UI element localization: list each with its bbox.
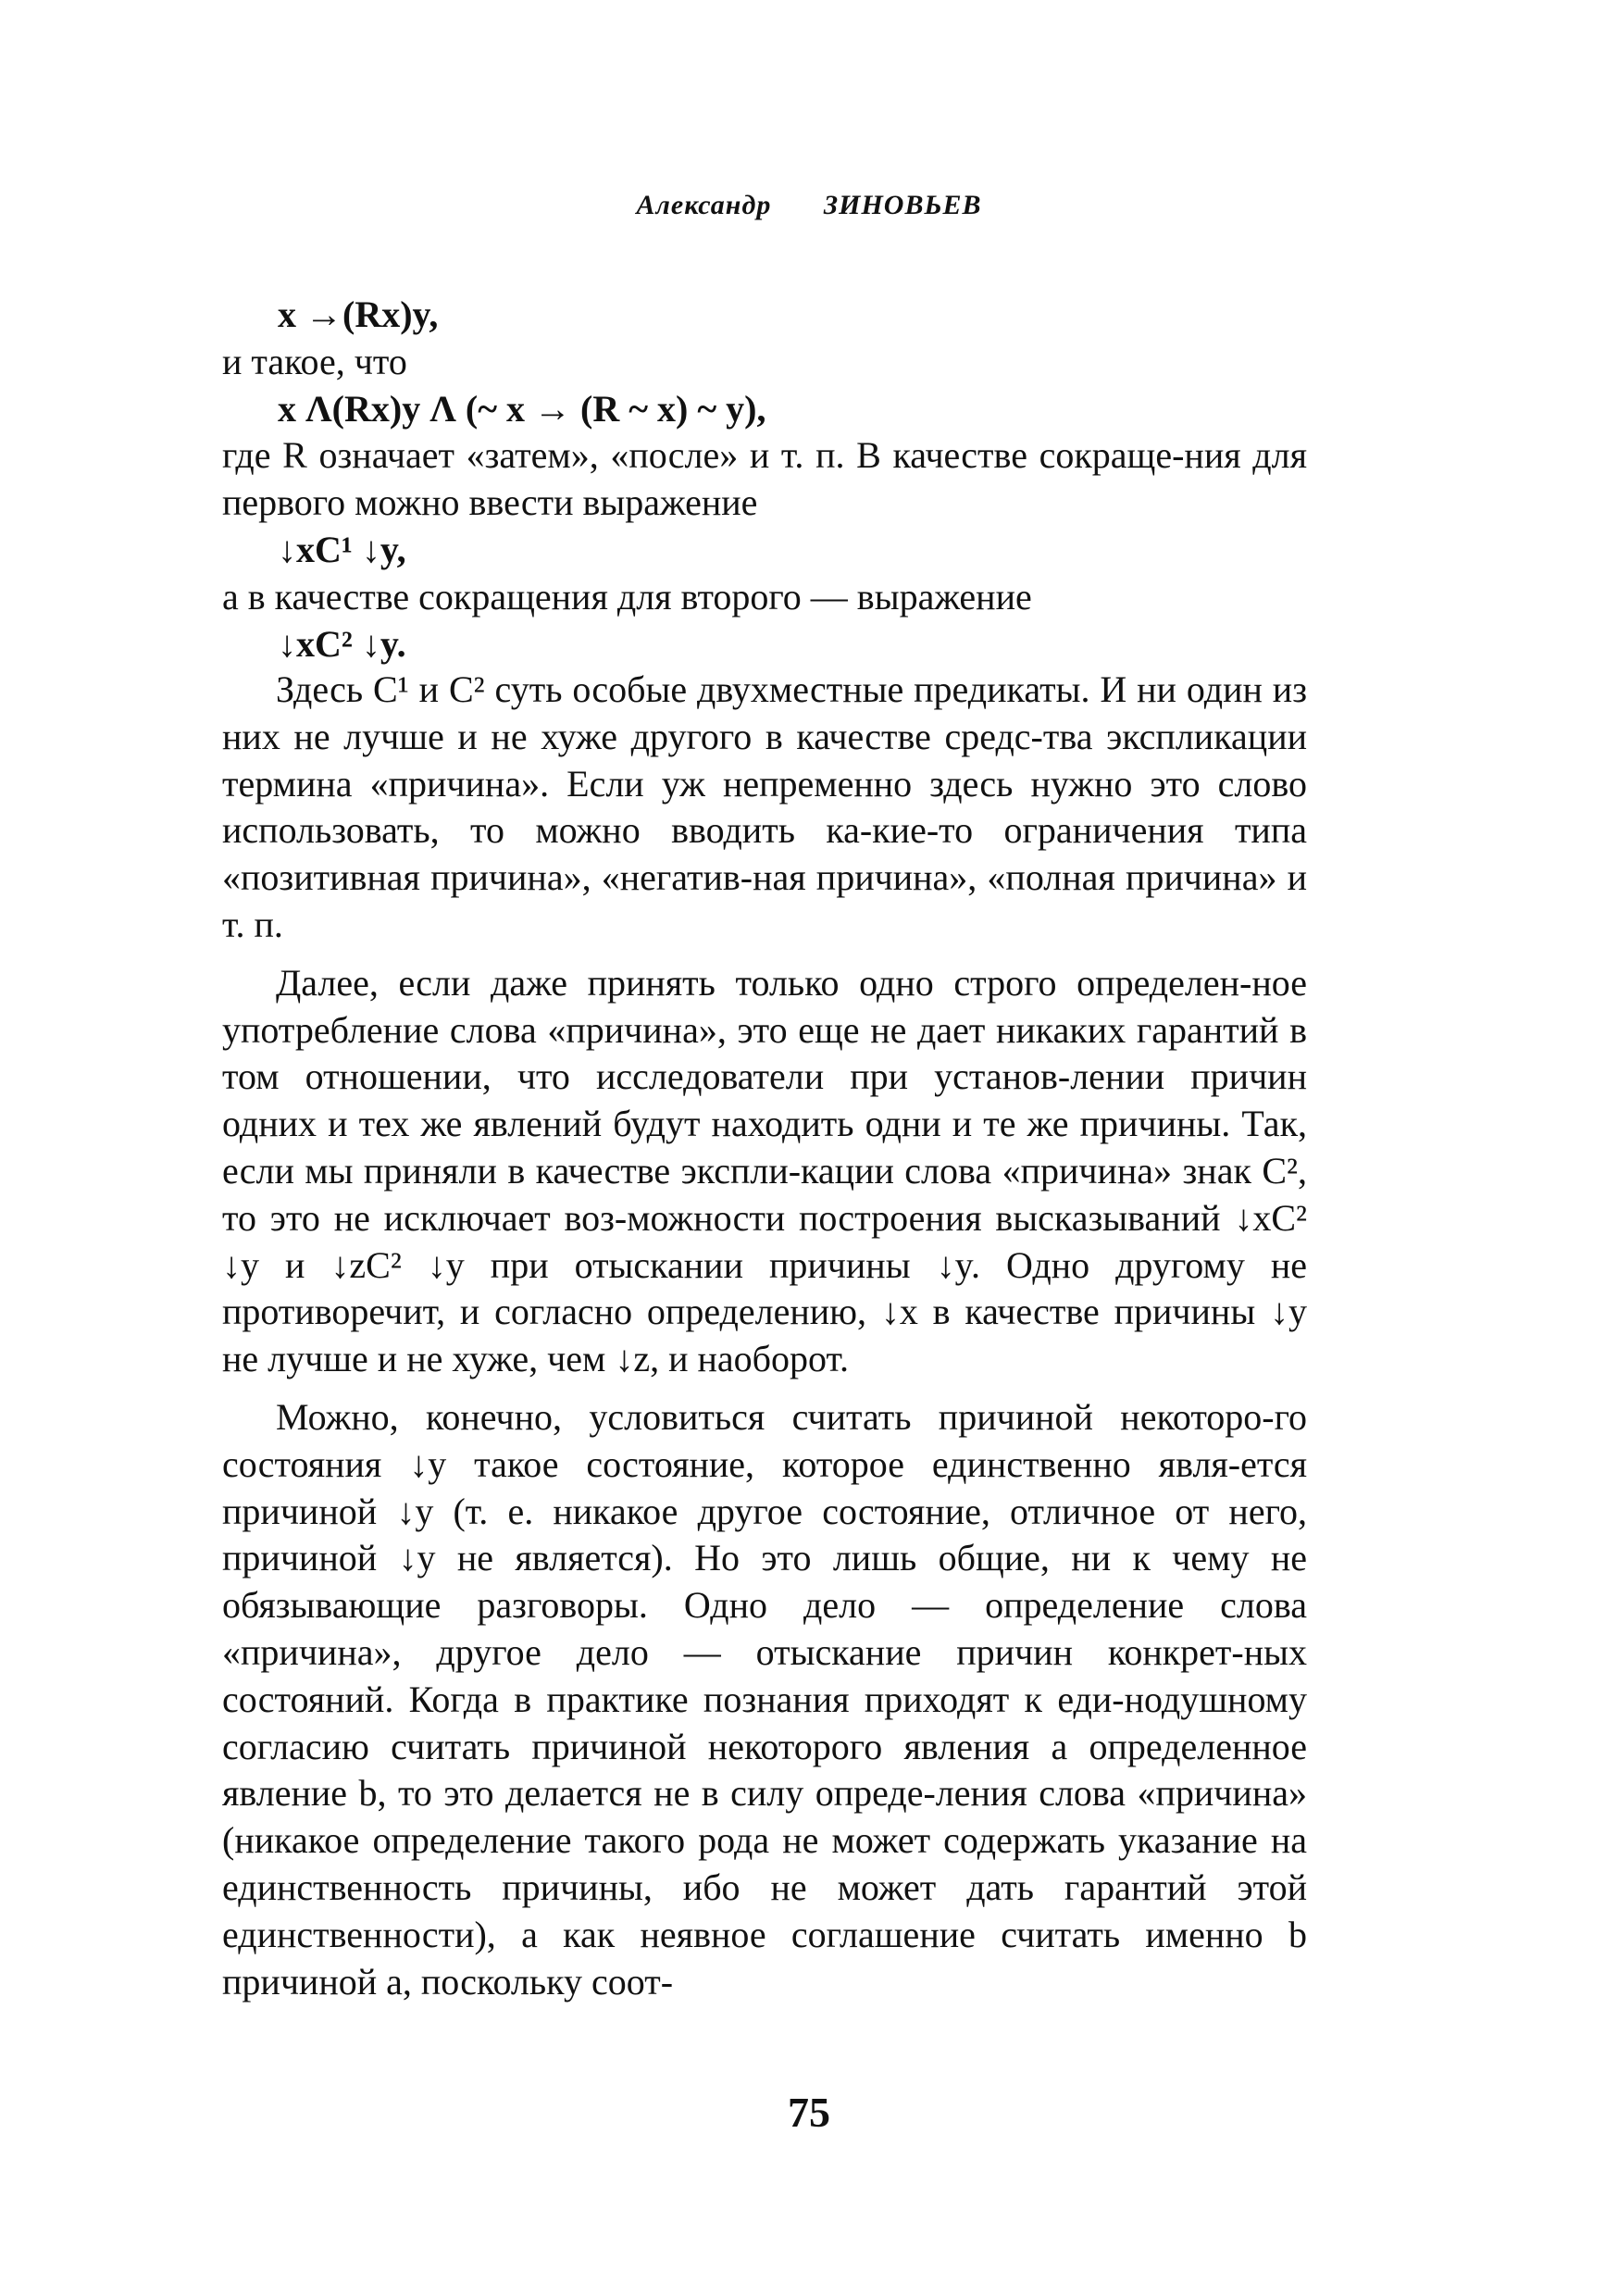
header-title: ЗИНОВЬЕВ [823,190,982,220]
formula-block [222,292,1307,668]
page-number: 75 [788,2089,830,2136]
formula-2: x Λ(Rx)y Λ (~ x → (R ~ x) ~ y), [278,387,766,430]
running-header [0,190,1618,221]
paragraph-3: Можно, конечно, условиться считать причиной некоторо-го состояния ↓y такое состояние, которое единственно явля-ется причиной ↓y (т. е. никакое другое состояние, отличное от него, причиной ↓y не является). Но это лишь общие, ни к чему не обязывающие разговоры. Одно дело — определение слова «причина», другое дело — отыскание причин конкрет-ных состояний. Когда в практике познания приходят к еди-нодушному согласию считать причиной некоторого явления a определенное явление b, то это делается не в силу опреде-ления слова «причина» (никакое определение такого рода не может содержать указание на единственность причины, ибо не может дать гарантий этой единственности), а как неявное соглашение считать именно b причиной a, поскольку соот- [222,1395,1307,2003]
header-author: Александр [636,190,772,220]
text-line-2: где R означает «затем», «после» и т. п. В качестве сокраще-ния для первого можно ввести выражение [222,434,1307,524]
text-line-3: а в качестве сокращения для второго — выражение [222,575,1032,618]
body-text [222,667,1307,2005]
formula-4: ↓xC² ↓y. [278,622,406,665]
formula-3: ↓xC¹ ↓y, [278,528,406,570]
paragraph-2: Далее, если даже принять только одно строго определен-ное употребление слова «причина», это еще не дает никаких гарантий в том отношении, что исследователи при установ-лении причин одних и тех же явлений будут находить одни и те же причины. Так, если мы приняли в качестве экспли-кации слова «причина» знак C², то это не исключает воз-можности построения высказываний ↓xC² ↓y и ↓zC² ↓y при отыскании причины ↓y. Одно другому не противоречит, и согласно определению, ↓x в качестве причины ↓y не лучше и не хуже, чем ↓z, и наоборот. [222,961,1307,1380]
paragraph-1: Здесь C¹ и C² суть особые двухместные предикаты. И ни один из них не лучше и не хуже другого в качестве средс-тва экспликации термина «причина». Если уж непременно здесь нужно это слово использовать, то можно вводить ка-кие-то ограничения типа «позитивная причина», «негатив-ная причина», «полная причина» и т. п. [222,668,1307,945]
text-line-1: и такое, что [222,340,407,382]
formula-1: x →(Rx)y, [278,293,439,335]
